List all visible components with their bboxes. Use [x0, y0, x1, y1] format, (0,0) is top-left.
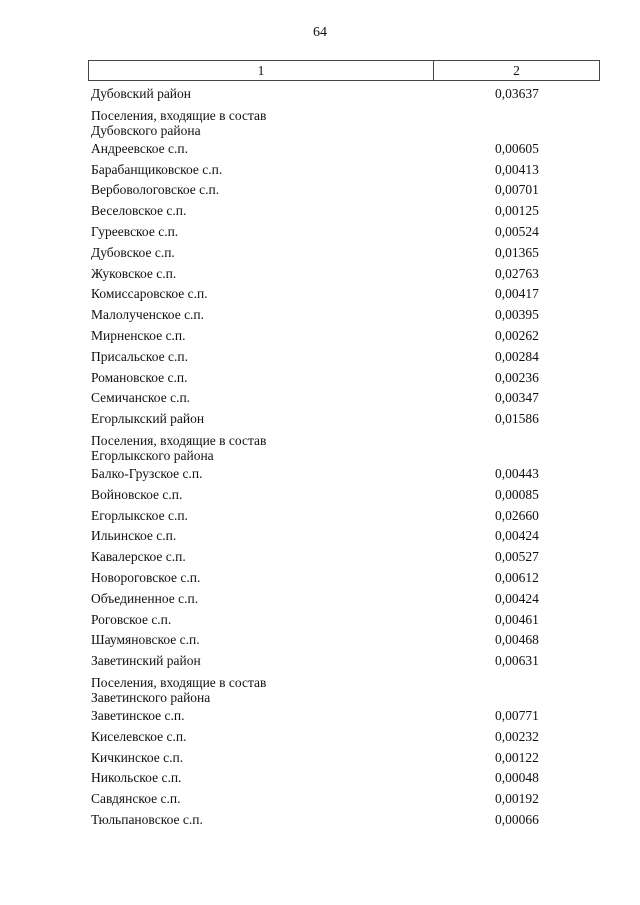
- coefficient-value: 0,00771: [495, 707, 539, 723]
- coefficient-value: 0,00048: [495, 770, 539, 786]
- coefficient-value: 0,00612: [495, 569, 539, 585]
- table-row: [88, 388, 600, 409]
- coefficient-value: [301, 672, 600, 706]
- settlement-name: Веселовское с.п.: [91, 203, 187, 219]
- table-row: [88, 305, 600, 326]
- settlement-name: Малолученское с.п.: [91, 307, 205, 323]
- coefficient-value: 0,00527: [495, 549, 539, 565]
- coefficient-value: 0,00701: [495, 182, 539, 198]
- coefficient-value: [301, 105, 600, 139]
- table-row: [88, 672, 600, 706]
- settlement-name: Мирненское с.п.: [91, 327, 186, 343]
- settlement-name: Дубовское с.п.: [91, 244, 175, 260]
- coefficient-value: 0,00236: [495, 369, 539, 385]
- table-row: [88, 347, 600, 368]
- table-row: [88, 326, 600, 347]
- settlement-name: Заветинское с.п.: [91, 707, 185, 723]
- settlement-name: Дубовский район: [91, 86, 192, 101]
- settlement-name: Кичкинское с.п.: [91, 749, 184, 765]
- coefficient-value: [301, 430, 600, 464]
- settlement-name: Романовское с.п.: [91, 369, 188, 385]
- coefficient-value: 0,01586: [495, 411, 539, 427]
- table-row: [88, 547, 600, 568]
- table-row: [88, 160, 600, 181]
- coefficient-value: 0,00468: [495, 632, 539, 648]
- settlement-name: Поселения, входящие в состав Заветинского района: [91, 674, 267, 705]
- coefficient-value: 0,00461: [495, 611, 539, 627]
- settlement-name: Роговское с.п.: [91, 611, 172, 627]
- settlement-name: Заветинский район: [91, 653, 201, 669]
- coefficient-value: 0,02660: [495, 507, 539, 523]
- settlement-name: Присальское с.п.: [91, 348, 188, 364]
- table-row: [88, 201, 600, 222]
- table-row: [88, 589, 600, 610]
- settlement-name: Кавалерское с.п.: [91, 549, 186, 565]
- table-row: [88, 506, 600, 527]
- coefficient-value: 0,00631: [495, 653, 539, 669]
- coefficient-value: 0,02763: [495, 265, 539, 281]
- settlement-name: Комиссаровское с.п.: [91, 286, 208, 302]
- settlement-name: Гуреевское с.п.: [91, 223, 179, 239]
- coefficient-value: 0,00524: [495, 223, 539, 239]
- settlement-name: Тюльпановское с.п.: [91, 811, 203, 827]
- coefficient-value: 0,03637: [495, 86, 539, 101]
- coefficient-value: 0,00125: [495, 203, 539, 219]
- settlement-name: Никольское с.п.: [91, 770, 182, 786]
- coefficient-value: 0,00192: [495, 791, 539, 807]
- settlement-name: Семичанское с.п.: [91, 390, 191, 406]
- table-row: [88, 180, 600, 201]
- table-body: [88, 84, 600, 831]
- table-row: [88, 105, 600, 139]
- data-table: [88, 60, 600, 831]
- coefficient-value: 0,00085: [495, 486, 539, 502]
- table-row: [88, 568, 600, 589]
- settlement-name: Савдянское с.п.: [91, 791, 181, 807]
- coefficient-value: 0,00262: [495, 327, 539, 343]
- table-row: [88, 409, 600, 430]
- table-header-row: [88, 60, 600, 81]
- table-row: [88, 84, 600, 105]
- coefficient-value: 0,00232: [495, 728, 539, 744]
- settlement-name: Барабанщиковское с.п.: [91, 161, 223, 177]
- table-row: [88, 464, 600, 485]
- table-row: [88, 630, 600, 651]
- settlement-name: Балко-Грузское с.п.: [91, 465, 203, 481]
- settlement-name: Егорлыкский район: [91, 411, 205, 427]
- coefficient-value: 0,00424: [495, 590, 539, 606]
- coefficient-value: 0,00417: [495, 286, 539, 302]
- table-row: [88, 430, 600, 464]
- table-row: [88, 768, 600, 789]
- table-row: [88, 526, 600, 547]
- settlement-name: Жуковское с.п.: [91, 265, 177, 281]
- coefficient-value: 0,00424: [495, 528, 539, 544]
- coefficient-value: 0,00066: [495, 811, 539, 827]
- table-row: [88, 264, 600, 285]
- page-number: 64: [313, 25, 327, 40]
- coefficient-value: 0,00347: [495, 390, 539, 406]
- table-row: [88, 748, 600, 769]
- settlement-name: Киселевское с.п.: [91, 728, 187, 744]
- table-row: [88, 222, 600, 243]
- table-row: [88, 810, 600, 831]
- settlement-name: Шаумяновское с.п.: [91, 632, 200, 648]
- table-row: [88, 651, 600, 672]
- table-row: [88, 139, 600, 160]
- settlement-name: Поселения, входящие в состав Егорлыкского района: [91, 432, 267, 463]
- coefficient-value: 0,00395: [495, 307, 539, 323]
- settlement-name: Объединенное с.п.: [91, 590, 199, 606]
- table-row: [88, 485, 600, 506]
- settlement-name: Андреевское с.п.: [91, 140, 188, 156]
- coefficient-value: 0,00443: [495, 465, 539, 481]
- column-header-1: 1: [89, 61, 434, 80]
- table-row: [88, 789, 600, 810]
- table-row: [88, 727, 600, 748]
- coefficient-value: 0,00413: [495, 161, 539, 177]
- settlement-name: Новороговское с.п.: [91, 569, 201, 585]
- column-header-2: 2: [513, 63, 520, 78]
- settlement-name: Вербовологовское с.п.: [91, 182, 220, 198]
- coefficient-value: 0,00605: [495, 140, 539, 156]
- table-row: [88, 610, 600, 631]
- table-row: [88, 243, 600, 264]
- settlement-name: Ильинское с.п.: [91, 528, 177, 544]
- coefficient-value: 0,01365: [495, 244, 539, 260]
- table-row: [88, 284, 600, 305]
- settlement-name: Егорлыкское с.п.: [91, 507, 188, 523]
- coefficient-value: 0,00284: [495, 348, 539, 364]
- settlement-name: Войновское с.п.: [91, 486, 183, 502]
- table-row: [88, 368, 600, 389]
- coefficient-value: 0,00122: [495, 749, 539, 765]
- settlement-name: Поселения, входящие в состав Дубовского района: [91, 107, 267, 138]
- table-row: [88, 706, 600, 727]
